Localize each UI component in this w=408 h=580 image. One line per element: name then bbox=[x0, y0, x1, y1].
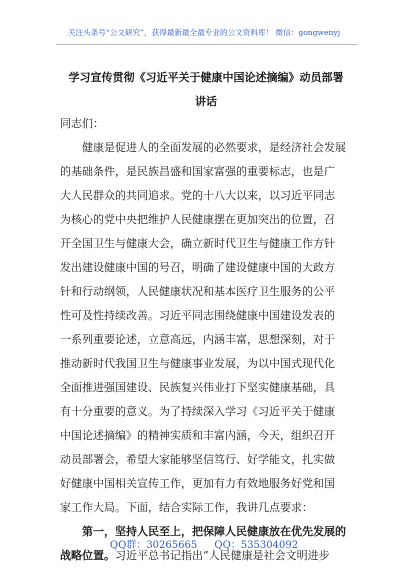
body-line: 健康是促进人的全面发展的必然要求，是经济社会发展 bbox=[82, 141, 346, 154]
body-line: 开全国卫生与健康大会，确立新时代卫生与健康工作方针 bbox=[60, 237, 335, 250]
point-1-heading-end: 战略位置。 bbox=[60, 549, 115, 562]
body-line: 一系列重要论述，立意高远，内涵丰富，思想深刻，对于 bbox=[60, 333, 335, 346]
qq-group-number: QQ群：30265665 bbox=[109, 540, 198, 551]
body-line: 全面推进强国建设、民族复兴伟业打下坚实健康基础，具 bbox=[60, 381, 335, 394]
body-line: 针和行动纲领，人民健康状况和基本医疗卫生服务的公平 bbox=[60, 285, 335, 298]
document-title bbox=[60, 66, 352, 114]
point-1-text: 习近平总书记指出“人民健康是社会文明进步 bbox=[115, 549, 330, 562]
qq-number: QQ：535304092 bbox=[214, 540, 299, 551]
header-divider bbox=[56, 44, 358, 45]
footer-contacts bbox=[0, 536, 408, 551]
body-line: 有十分重要的意义。为了持续深入学习《习近平关于健康 bbox=[60, 405, 335, 418]
body-line: 为核心的党中央把维护人民健康摆在更加突出的位置，召 bbox=[60, 213, 335, 226]
title-line-2: 讲话 bbox=[195, 95, 217, 108]
body-line: 推动新时代我国卫生与健康事业发展，为以中国式现代化 bbox=[60, 357, 335, 370]
body-line: 家工作大局。下面，结合实际工作，我讲几点要求： bbox=[60, 501, 313, 514]
body-line: 大人民群众的共同追求。党的十八大以来，以习近平同志 bbox=[60, 189, 335, 202]
body-line: 的基础条件，是民族昌盛和国家富强的重要标志，也是广 bbox=[60, 165, 335, 178]
point-1-heading: 第一，坚持人民至上，把保障人民健康放在优先发展的 bbox=[82, 525, 346, 538]
body-line: 动员部署会，希望大家能够坚信笃行、好学能文，扎实做 bbox=[60, 453, 335, 466]
body-line: 性可及性持续改善。习近平同志围绕健康中国建设发表的 bbox=[60, 309, 335, 322]
title-line-1: 学习宣传贯彻《习近平关于健康中国论述摘编》动员部署 bbox=[68, 71, 344, 84]
salutation: 同志们： bbox=[60, 117, 104, 130]
body-line: 中国论述摘编》的精神实质和丰富内涵，今天，组织召开 bbox=[60, 429, 335, 442]
header-banner: 关注头条号“公文研究”，获得最新最全最专业的公文资料库！ 微信：gongwenyj bbox=[67, 28, 341, 37]
body-line: 好健康中国相关宣传工作，更加有力有效地服务好党和国 bbox=[60, 477, 335, 490]
document-body bbox=[60, 136, 360, 568]
body-line: 发出建设健康中国的号召，明确了建设健康中国的大政方 bbox=[60, 261, 335, 274]
